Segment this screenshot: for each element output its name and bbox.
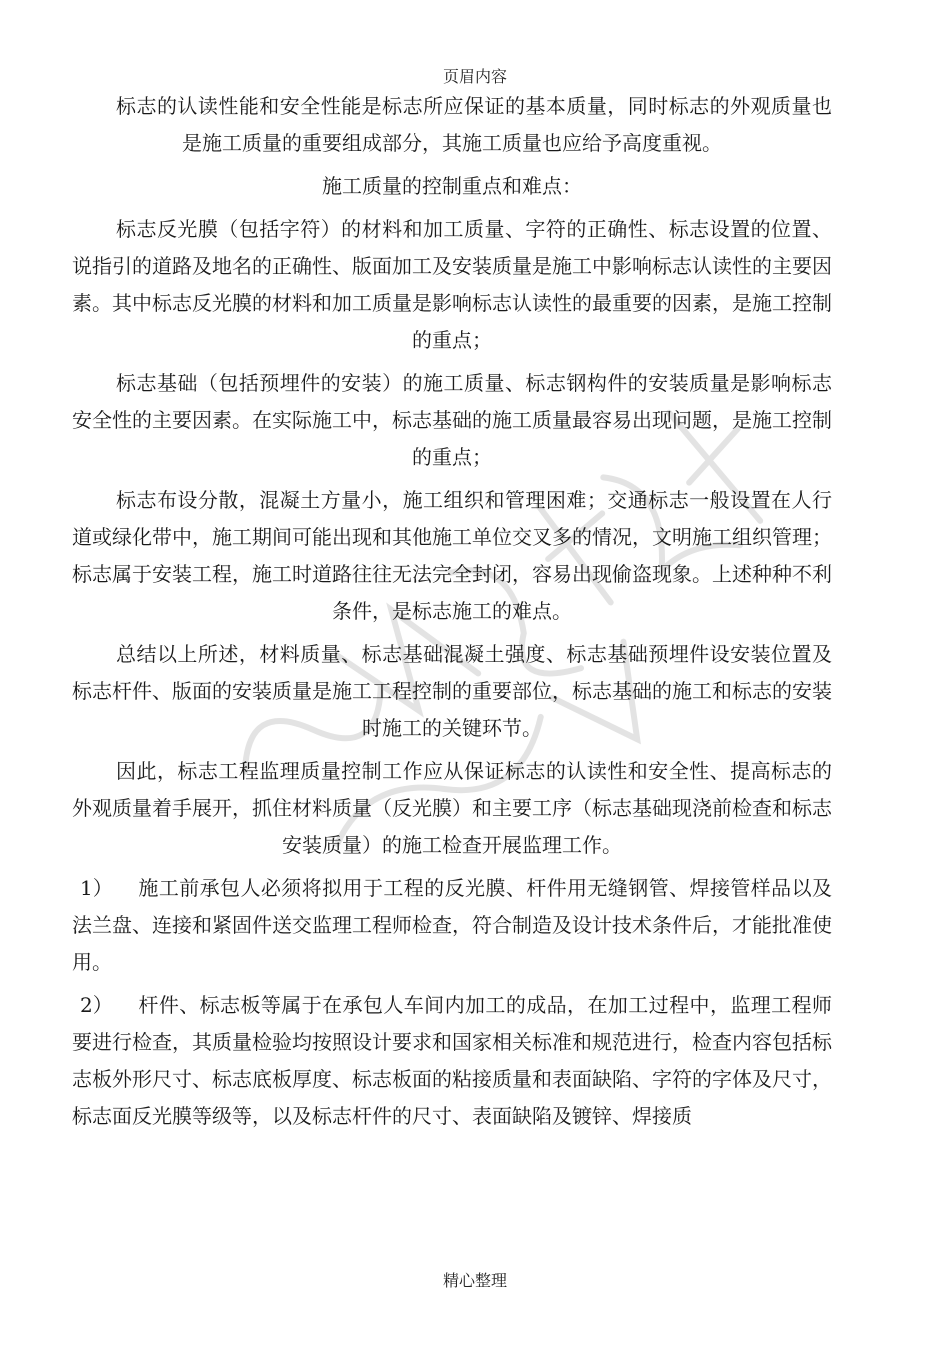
list-item-number: 1） <box>80 876 113 900</box>
list-item <box>72 987 832 1135</box>
section-heading: 施工质量的控制重点和难点： <box>322 174 582 198</box>
list-item-text: 施工前承包人必须将拟用于工程的反光膜、杆件用无缝钢管、焊接管样品以及法兰盘、连接和紧固件送交监理工程师检查，符合制造及设计技术条件后，才能批准使用。 <box>72 876 832 974</box>
list-item <box>72 870 832 981</box>
paragraph-conclusion: 因此，标志工程监理质量控制工作应从保证标志的认读性和安全性、提高标志的外观质量着手展开，抓住材料质量（反光膜）和主要工序（标志基础现浇前检查和标志安装质量）的施工检查开展监理工作。 <box>72 759 832 857</box>
document-body <box>72 88 832 1141</box>
page-header: 页眉内容 <box>442 67 507 86</box>
list-item-number: 2） <box>80 993 113 1017</box>
paragraph-quality-importance: 标志的认读性能和安全性能是标志所应保证的基本质量，同时标志的外观质量也是施工质量的重要组成部分，其施工质量也应给予高度重视。 <box>116 94 832 155</box>
paragraph-foundation: 标志基础（包括预埋件的安装）的施工质量、标志钢构件的安装质量是影响标志安全性的主要因素。在实际施工中，标志基础的施工质量最容易出现问题，是施工控制的重点； <box>72 371 832 469</box>
paragraph-summary: 总结以上所述，材料质量、标志基础混凝土强度、标志基础预埋件设安装位置及标志杆件、版面的安装质量是施工工程控制的重要部位，标志基础的施工和标志的安装时施工的关键环节。 <box>72 642 832 740</box>
paragraph-difficulties: 标志布设分散，混凝土方量小，施工组织和管理困难；交通标志一般设置在人行道或绿化带中，施工期间可能出现和其他施工单位交叉多的情况，文明施工组织管理；标志属于安装工程，施工时道路往往无法完全封闭，容易出现偷盗现象。上述种种不利条件，是标志施工的难点。 <box>72 488 832 623</box>
list-item-text: 杆件、标志板等属于在承包人车间内加工的成品，在加工过程中，监理工程师要进行检查，其质量检验均按照设计要求和国家相关标准和规范进行，检查内容包括标志板外形尺寸、标志底板厚度、标志板面的粘接质量和表面缺陷、字符的字体及尺寸，标志面反光膜等级等，以及标志杆件的尺寸、表面缺陷及镀锌、焊接质 <box>72 993 832 1128</box>
page-footer: 精心整理 <box>442 1271 507 1290</box>
paragraph-reflective-film: 标志反光膜（包括字符）的材料和加工质量、字符的正确性、标志设置的位置、说指引的道路及地名的正确性、版面加工及安装质量是施工中影响标志认读性的主要因素。其中标志反光膜的材料和加工质量是影响标志认读性的最重要的因素，是施工控制的重点； <box>72 217 832 352</box>
